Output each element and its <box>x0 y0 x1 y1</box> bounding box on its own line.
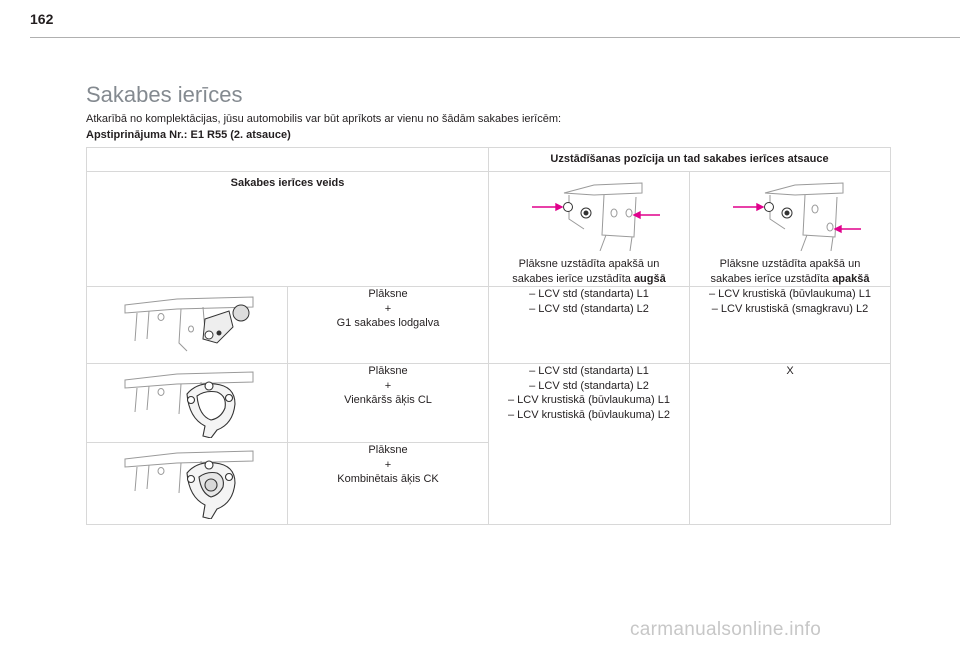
position-upper-line1: Plāksne uzstādīta apakšā un <box>518 258 660 270</box>
plate-hole <box>827 223 833 231</box>
ball-hitch-upper-refs <box>489 287 690 364</box>
type-ball-hitch <box>288 287 489 364</box>
type-combined-hook <box>288 443 489 525</box>
plate-hole <box>611 209 617 217</box>
approval-number: Apstiprinājuma Nr.: E1 R55 (2. atsauce) <box>86 129 291 141</box>
page-number: 162 <box>30 11 54 27</box>
header-rule <box>30 37 960 38</box>
watermark: carmanualsonline.info <box>630 619 822 640</box>
arrow-right-head <box>757 204 763 210</box>
ball-hitch-lower-refs <box>690 287 891 364</box>
type-line: Plāksne <box>368 288 408 300</box>
type-simple-hook <box>288 364 489 443</box>
bolt-icon <box>564 203 573 212</box>
bolt-icon <box>765 203 774 212</box>
page-title: Sakabes ierīces <box>86 82 243 107</box>
ball-hook-image-cell <box>87 287 288 364</box>
type-line: Vienkāršs āķis CL <box>344 394 432 406</box>
not-applicable-mark: X <box>786 365 794 377</box>
intro-text: Atkarībā no komplektācijas, jūsu automobilis var būt aprīkots ar vienu no šādām sakabes ierīcēm: <box>86 113 562 125</box>
reference-item: – LCV std (standarta) L2 <box>529 379 649 392</box>
position-upper-cell <box>489 172 690 287</box>
reference-item: – LCV krustiskā (būvlaukuma) L1 <box>708 288 871 300</box>
type-line: + <box>384 379 392 392</box>
type-line: + <box>384 302 392 315</box>
bolt-center <box>785 211 789 215</box>
position-lower-cell <box>690 172 891 287</box>
cl-hook-image-cell <box>87 364 288 443</box>
header-empty-cell <box>87 148 489 172</box>
position-upper-line2 <box>489 272 689 287</box>
hooks-upper-refs <box>489 364 690 525</box>
type-line: + <box>384 458 392 471</box>
plate-hole <box>812 205 818 213</box>
simple-hook-icon <box>117 368 257 438</box>
reference-item: – LCV std (standarta) L1 <box>529 365 649 377</box>
position-lower-line2-text: sakabes ierīce uzstādīta <box>710 272 833 285</box>
towbar-table <box>86 147 891 525</box>
plate-leg-lines <box>801 235 833 251</box>
reference-item: – LCV std (standarta) L1 <box>529 288 649 300</box>
chassis-beam-shape <box>765 183 843 195</box>
hooks-lower-refs <box>690 364 891 525</box>
position-upper-emphasis: augšā <box>633 272 666 285</box>
bolt-center <box>584 211 588 215</box>
arrow-right-head <box>556 204 562 210</box>
plate-lower-illustration <box>715 179 865 251</box>
type-line: G1 sakabes lodgalva <box>336 317 440 329</box>
plate-leg-lines <box>600 235 632 251</box>
type-line: Kombinētais āķis CK <box>337 473 439 485</box>
plate-upper-illustration <box>514 179 664 251</box>
position-lower-line2 <box>690 272 890 287</box>
combined-hook-icon <box>117 447 257 519</box>
chassis-beam-shape <box>564 183 642 195</box>
position-upper-line2-text: sakabes ierīce uzstādīta <box>512 272 634 285</box>
type-line: Plāksne <box>368 444 408 456</box>
reference-item: – LCV krustiskā (būvlaukuma) L1 <box>507 394 670 406</box>
header-position: Uzstādīšanas pozīcija un tad sakabes ierīces atsauce <box>489 148 891 172</box>
position-lower-emphasis: apakšā <box>832 272 870 285</box>
header-type: Sakabes ierīces veids <box>87 172 489 287</box>
position-lower-line1: Plāksne uzstādīta apakšā un <box>719 258 861 270</box>
reference-item: – LCV krustiskā (būvlaukuma) L2 <box>507 408 670 421</box>
ck-hook-image-cell <box>87 443 288 525</box>
reference-item: – LCV krustiskā (smagkravu) L2 <box>711 302 869 315</box>
ball-hitch-icon <box>117 291 257 357</box>
type-line: Plāksne <box>368 365 408 377</box>
plate-hole <box>626 209 632 217</box>
reference-item: – LCV std (standarta) L2 <box>529 302 649 315</box>
